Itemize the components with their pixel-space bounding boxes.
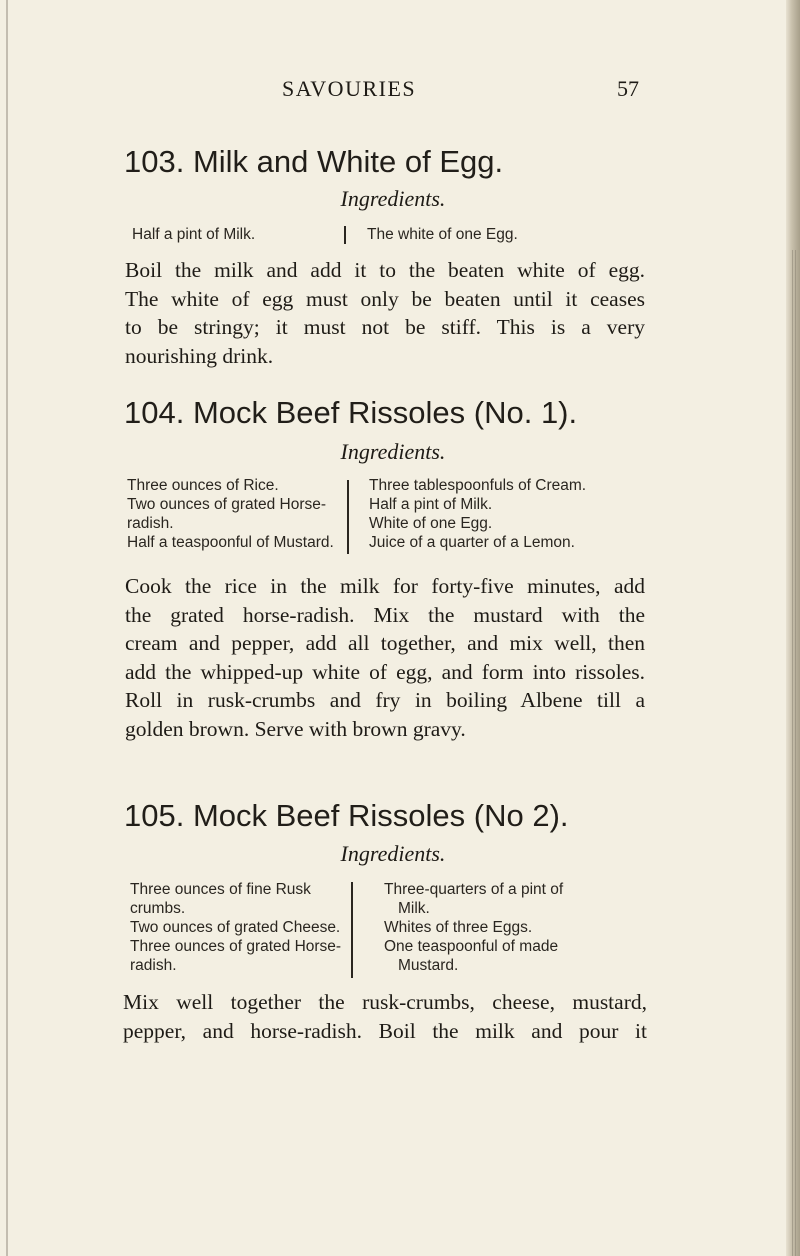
method-line: The white of egg must only be beaten until it ceases xyxy=(125,286,645,311)
recipe-title: 103. Milk and White of Egg. xyxy=(124,144,504,179)
column-divider xyxy=(351,882,353,978)
recipe-title: 104. Mock Beef Rissoles (No. 1). xyxy=(124,395,578,430)
ingredient-item: Three tablespoonfuls of Cream. xyxy=(369,477,587,494)
ingredient-item: White of one Egg. xyxy=(369,515,493,532)
ingredients-heading: Ingredients. xyxy=(340,186,446,211)
method-line: Mix well together the rusk-crumbs, cheese, mustard, xyxy=(123,990,647,1014)
ingredient-item: crumbs. xyxy=(130,900,186,917)
ingredients-left-column xyxy=(130,880,341,975)
page-number: 57 xyxy=(617,76,639,101)
recipe-method xyxy=(125,256,645,370)
ingredient-item: Mustard. xyxy=(398,957,459,974)
running-head-title: SAVOURIES xyxy=(282,76,417,101)
ingredient-item: Three ounces of fine Rusk xyxy=(130,881,311,898)
ingredient-item: Juice of a quarter of a Lemon. xyxy=(369,534,575,551)
ingredient-item: The white of one Egg. xyxy=(367,226,518,243)
column-divider xyxy=(344,226,346,244)
ingredients-heading: Ingredients. xyxy=(340,439,446,464)
ingredient-item: Three-quarters of a pint of xyxy=(384,881,564,898)
ingredients-right-column xyxy=(384,880,563,975)
ingredients-heading: Ingredients. xyxy=(340,841,446,866)
ingredient-item: Milk. xyxy=(398,900,430,917)
method-line: Cook the rice in the milk for forty-five minutes, add xyxy=(125,574,645,598)
method-line: cream and pepper, add all together, and mix well, then xyxy=(125,631,645,656)
ingredients-left-column xyxy=(127,476,334,552)
ingredient-item: Two ounces of grated Horse- xyxy=(127,496,327,513)
recipe-title: 105. Mock Beef Rissoles (No 2). xyxy=(124,798,569,833)
method-line: add the whipped-up white of egg, and form into rissoles. xyxy=(125,659,645,684)
ingredients-right-column xyxy=(367,225,518,244)
ingredient-item: radish. xyxy=(130,957,177,974)
ingredient-item: Half a teaspoonful of Mustard. xyxy=(127,534,334,551)
ingredients-right-column xyxy=(369,476,586,552)
ingredient-item: Three ounces of grated Horse- xyxy=(130,938,342,955)
recipe-method xyxy=(125,572,645,744)
ingredient-item: Whites of three Eggs. xyxy=(384,919,533,936)
method-line: the grated horse-radish. Mix the mustard with the xyxy=(125,602,645,627)
ingredient-item: Half a pint of Milk. xyxy=(369,496,493,513)
method-line: nourishing drink. xyxy=(125,343,274,368)
method-line: golden brown. Serve with brown gravy. xyxy=(125,716,466,741)
ingredient-item: Half a pint of Milk. xyxy=(132,226,256,243)
method-line: to be stringy; it must not be stiff. This is a very xyxy=(125,315,645,340)
method-line: Roll in rusk-crumbs and fry in boiling Albene till a xyxy=(125,688,645,713)
ingredient-item: One teaspoonful of made xyxy=(384,938,559,955)
ingredients-left-column xyxy=(132,225,255,244)
page-edge-stack xyxy=(792,250,798,1256)
method-line: pepper, and horse-radish. Boil the milk and pour it xyxy=(123,1018,647,1043)
ingredient-item: Three ounces of Rice. xyxy=(127,477,279,494)
column-divider xyxy=(347,480,349,554)
running-head xyxy=(0,76,786,116)
method-line: Boil the milk and add it to the beaten white of egg. xyxy=(125,258,645,282)
ingredient-item: radish. xyxy=(127,515,174,532)
recipe-method xyxy=(123,988,647,1045)
ingredient-item: Two ounces of grated Cheese. xyxy=(130,919,341,936)
